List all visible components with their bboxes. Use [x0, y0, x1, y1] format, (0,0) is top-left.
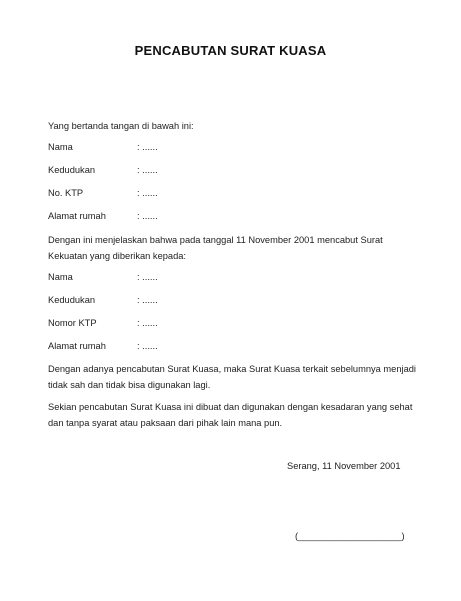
field-value: : ......: [137, 188, 158, 198]
field-label: Alamat rumah: [48, 341, 106, 351]
field-value: : ......: [137, 272, 158, 282]
signature-line: (____________________): [295, 531, 405, 541]
consequence-paragraph: Dengan adanya pencabutan Surat Kuasa, maka Surat Kuasa terkait sebelumnya menjadi tidak sah dan tidak bisa digunakan lagi.: [48, 364, 416, 390]
field-label: Nomor KTP: [48, 318, 97, 328]
field-value: : ......: [137, 318, 158, 328]
field-label: Nama: [48, 272, 73, 282]
field-label: Alamat rumah: [48, 211, 106, 221]
intro-text: Yang bertanda tangan di bawah ini:: [48, 121, 194, 131]
field-value: : ......: [137, 142, 158, 152]
field-label: Kedudukan: [48, 165, 96, 175]
statement-paragraph: Dengan ini menjelaskan bahwa pada tanggal 11 November 2001 mencabut Surat Kekuatan yang diberikan kepada:: [48, 235, 383, 261]
field-value: : ......: [137, 165, 158, 175]
document-title: PENCABUTAN SURAT KUASA: [134, 43, 327, 58]
place-date: Serang, 11 November 2001: [287, 461, 401, 471]
field-label: No. KTP: [48, 188, 84, 198]
field-value: : ......: [137, 211, 158, 221]
closing-paragraph: Sekian pencabutan Surat Kuasa ini dibuat dan digunakan dengan kesadaran yang sehat dan tanpa syarat atau paksaan dari pihak lain mana pun.: [48, 402, 413, 428]
field-label: Kedudukan: [48, 295, 96, 305]
field-value: : ......: [137, 295, 158, 305]
field-label: Nama: [48, 142, 73, 152]
field-value: : ......: [137, 341, 158, 351]
